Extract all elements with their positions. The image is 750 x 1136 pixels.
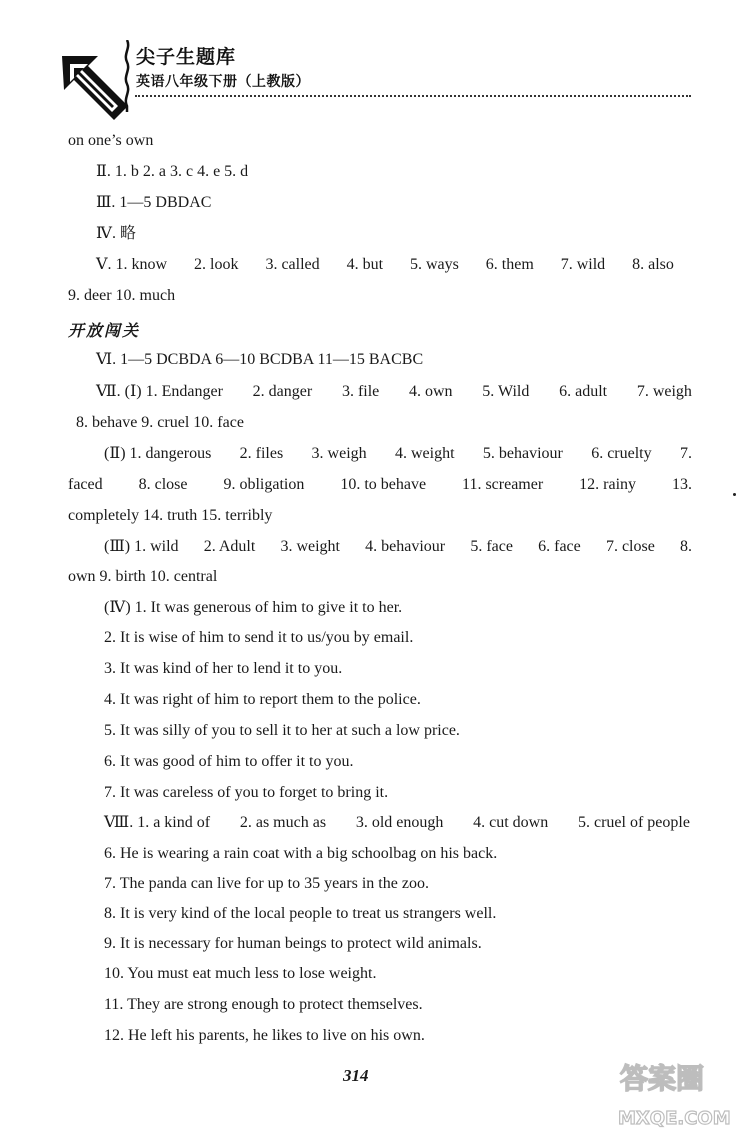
answer-item: 2. danger bbox=[252, 383, 313, 400]
answer-line: Ⅱ. 1. b 2. a 3. c 4. e 5. d bbox=[96, 163, 249, 180]
answer-item: (Ⅱ) 1. dangerous bbox=[104, 445, 212, 462]
answer-item: 5. face bbox=[470, 538, 513, 555]
answer-item: 3. weigh bbox=[311, 445, 367, 462]
answer-line: 8. It is very kind of the local people to treat us strangers well. bbox=[104, 905, 497, 922]
answer-line: (Ⅳ) 1. It was generous of him to give it to her. bbox=[104, 599, 403, 616]
answer-item: 4. weight bbox=[394, 445, 455, 462]
answer-item: 6. them bbox=[485, 256, 534, 273]
answer-line: own 9. birth 10. central bbox=[68, 568, 218, 585]
answer-line: Ⅳ. 略 bbox=[96, 225, 136, 242]
answer-item: 3. weight bbox=[280, 538, 340, 555]
svg-text:答案圈: 答案圈 bbox=[620, 1062, 705, 1095]
answer-line: 10. You must eat much less to lose weight. bbox=[104, 965, 377, 982]
answer-item: 5. ways bbox=[409, 256, 459, 273]
header-spine-decoration bbox=[122, 40, 132, 112]
answer-line: Ⅵ. 1—5 DCBDA 6—10 BCDBA 11—15 BACBC bbox=[96, 351, 424, 368]
answer-item: 3. called bbox=[265, 256, 320, 273]
answer-line: 8. behave 9. cruel 10. face bbox=[76, 414, 244, 431]
answer-item: 7. bbox=[679, 445, 692, 462]
answer-item: 7. wild bbox=[560, 256, 606, 273]
margin-dot bbox=[733, 493, 736, 496]
answer-line bbox=[96, 255, 674, 275]
answer-line: 4. It was right of him to report them to the police. bbox=[104, 691, 421, 708]
answer-item: 4. own bbox=[409, 383, 453, 400]
answer-item: 2. look bbox=[194, 256, 239, 273]
answer-item: faced bbox=[68, 476, 103, 493]
answer-line bbox=[68, 475, 692, 495]
answer-item: 11. screamer bbox=[462, 476, 544, 493]
answer-item: 4. cut down bbox=[473, 814, 549, 831]
answer-line: 3. It was kind of her to lend it to you. bbox=[104, 660, 343, 677]
answer-item: 13. bbox=[671, 476, 692, 493]
answer-line: 7. It was careless of you to forget to bring it. bbox=[104, 784, 389, 801]
answer-item: 6. face bbox=[538, 538, 581, 555]
answer-item: 8. also bbox=[632, 256, 674, 273]
answer-item: 2. Adult bbox=[203, 538, 256, 555]
book-series-title: 尖子生题库 bbox=[136, 46, 237, 68]
answer-line: 6. He is wearing a rain coat with a big schoolbag on his back. bbox=[104, 845, 498, 862]
answer-item: 10. to behave bbox=[340, 476, 427, 493]
answer-item: 2. files bbox=[239, 445, 284, 462]
answer-item: 12. rainy bbox=[579, 476, 637, 493]
answer-item: 9. obligation bbox=[223, 476, 305, 493]
page-header bbox=[0, 0, 750, 130]
svg-text:MXQE.COM: MXQE.COM bbox=[618, 1108, 731, 1129]
answer-line bbox=[104, 813, 690, 833]
answer-item: 5. behaviour bbox=[482, 445, 563, 462]
answer-line: 6. It was good of him to offer it to you. bbox=[104, 753, 354, 770]
section-heading: 开放闯关 bbox=[68, 321, 141, 340]
watermark-logo bbox=[612, 1052, 744, 1132]
answer-item: 8. close bbox=[138, 476, 188, 493]
answer-line bbox=[104, 444, 692, 464]
answer-line: 11. They are strong enough to protect themselves. bbox=[104, 996, 423, 1013]
answer-item: Ⅶ. (Ⅰ) 1. Endanger bbox=[96, 383, 223, 400]
answer-line: 12. He left his parents, he likes to live on his own. bbox=[104, 1027, 425, 1044]
answer-item: Ⅷ. 1. a kind of bbox=[104, 814, 211, 831]
answer-item: 3. file bbox=[341, 383, 380, 400]
answer-item: 6. adult bbox=[559, 383, 608, 400]
answer-line: 9. It is necessary for human beings to protect wild animals. bbox=[104, 935, 482, 952]
answer-line: completely 14. truth 15. terribly bbox=[68, 507, 273, 524]
answer-item: 7. weigh bbox=[636, 383, 692, 400]
answer-line: 7. The panda can live for up to 35 years in the zoo. bbox=[104, 875, 429, 892]
answer-item: 3. old enough bbox=[355, 814, 444, 831]
answer-item: 4. behaviour bbox=[365, 538, 446, 555]
arrow-logo-icon bbox=[58, 52, 130, 124]
answer-item: 4. but bbox=[346, 256, 384, 273]
answer-line: 5. It was silly of you to sell it to her at such a low price. bbox=[104, 722, 460, 739]
answer-line bbox=[96, 382, 692, 402]
answer-item: (Ⅲ) 1. wild bbox=[104, 538, 179, 555]
answer-line bbox=[104, 537, 692, 557]
header-dotted-rule bbox=[135, 95, 691, 97]
answer-line: Ⅲ. 1—5 DBDAC bbox=[96, 194, 212, 211]
answer-item: 6. cruelty bbox=[591, 445, 652, 462]
answer-item: 5. cruel of people bbox=[578, 814, 690, 831]
answer-item: 8. bbox=[679, 538, 692, 555]
answer-item: 2. as much as bbox=[239, 814, 327, 831]
page-number: 314 bbox=[343, 1066, 369, 1085]
answer-item: Ⅴ. 1. know bbox=[96, 256, 168, 273]
answer-item: 7. close bbox=[605, 538, 655, 555]
answer-line: on one’s own bbox=[68, 132, 154, 149]
answer-item: 5. Wild bbox=[482, 383, 530, 400]
answer-line: 2. It is wise of him to send it to us/you by email. bbox=[104, 629, 414, 646]
answer-line: 9. deer 10. much bbox=[68, 287, 176, 304]
book-subtitle: 英语八年级下册（上教版） bbox=[136, 74, 310, 90]
